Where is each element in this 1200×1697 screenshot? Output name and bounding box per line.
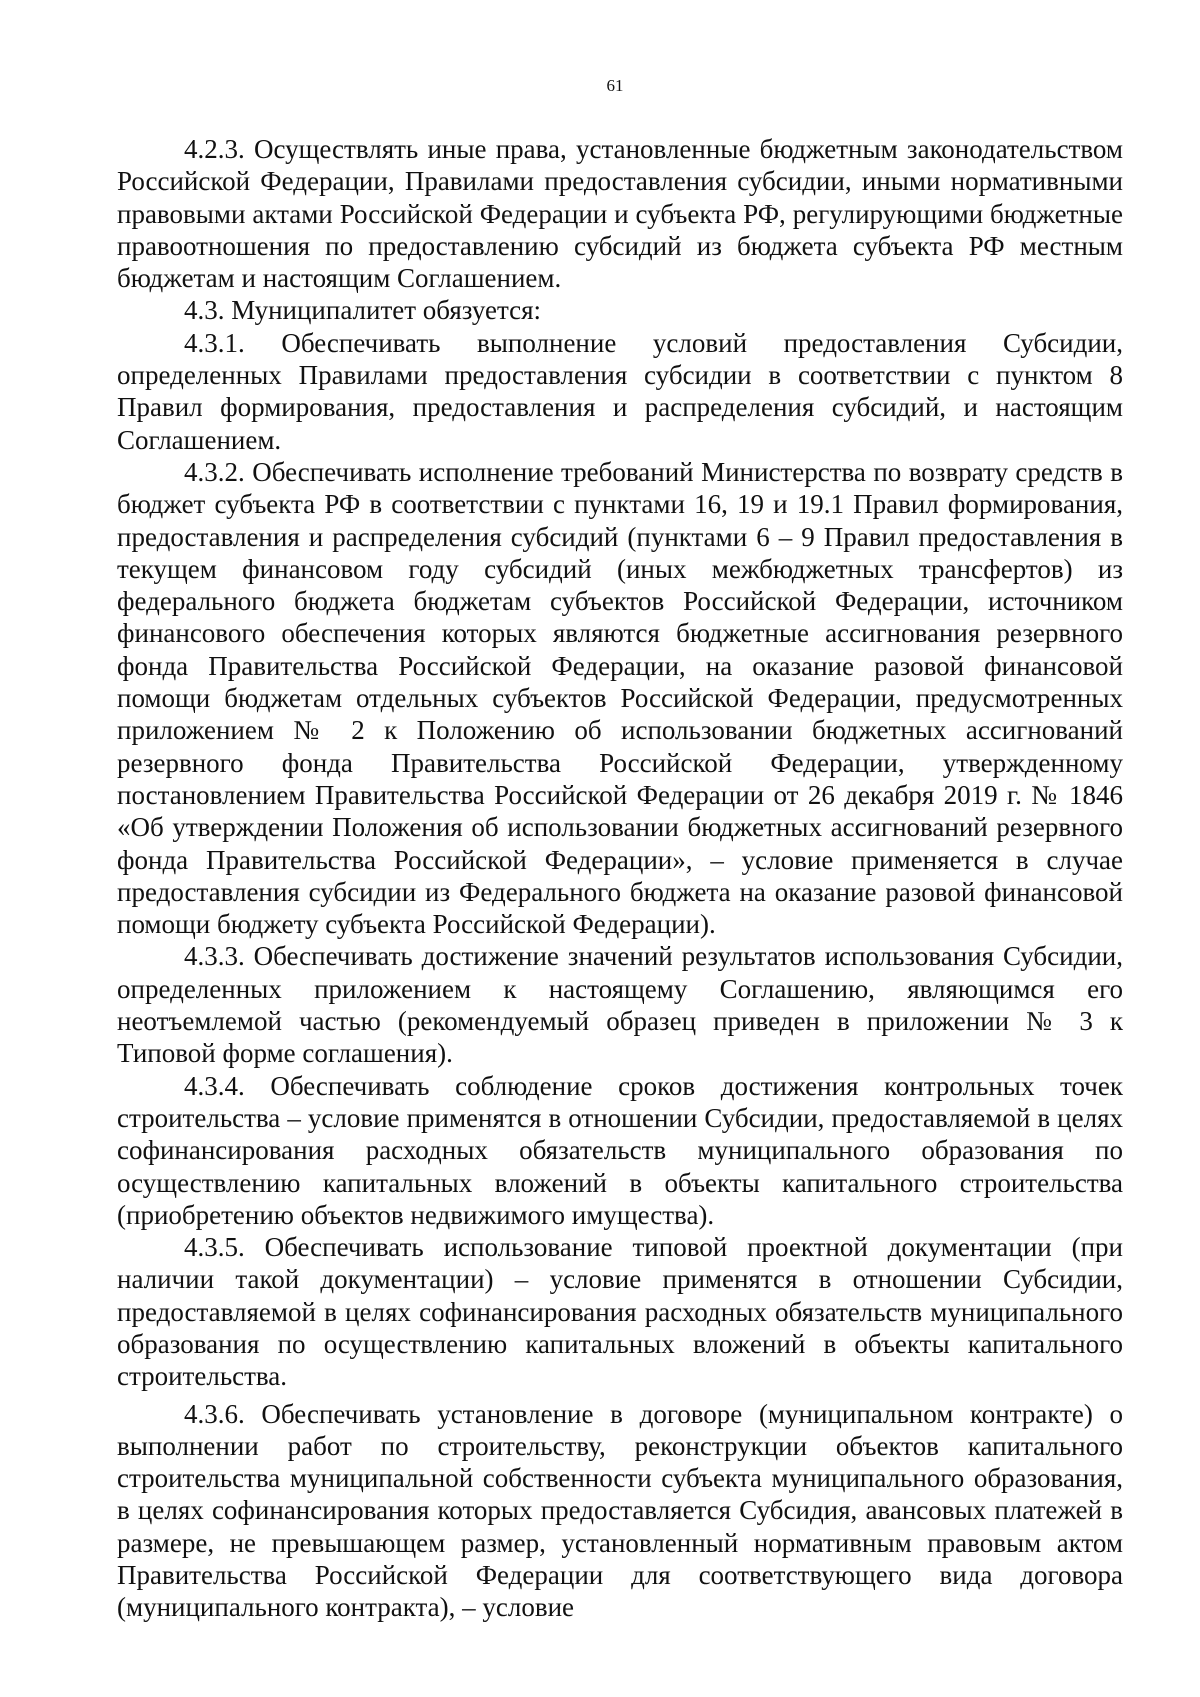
paragraph-4-3-3: 4.3.3. Обеспечивать достижение значений результатов использования Субсидии, определенных приложением к настоящему Соглашению, являющимся его неотъемлемой частью (рекомендуемый образец приведен в приложении № 3 к Типовой форме соглашения). (117, 941, 1123, 1069)
paragraph-4-2-3: 4.2.3. Осуществлять иные права, установленные бюджетным законодательством Российской Федерации, Правилами предоставления субсидии, иными нормативными правовыми актами Российской Федерации и субъекта РФ, регулирующими бюджетные правоотношения по предоставлению субсидий из бюджета субъекта РФ местным бюджетам и настоящим Соглашением. (117, 134, 1123, 294)
paragraph-4-3-1: 4.3.1. Обеспечивать выполнение условий предоставления Субсидии, определенных Правилами предоставления субсидии в соответствии с пунктом 8 Правил формирования, предоставления и распределения субсидий, и настоящим Соглашением. (117, 327, 1123, 455)
paragraph-4-3-4: 4.3.4. Обеспечивать соблюдение сроков достижения контрольных точек строительства – условие применятся в отношении Субсидии, предоставляемой в целях софинансирования расходных обязательств муниципального образования по осуществлению капитальных вложений в объекты капитального строительства (приобретению объектов недвижимого имущества). (117, 1070, 1123, 1230)
paragraph-4-3: 4.3. Муниципалитет обязуется: (184, 295, 542, 326)
paragraph-4-3-6: 4.3.6. Обеспечивать установление в договоре (муниципальном контракте) о выполнении работ по строительству, реконструкции объектов капитального строительства муниципальной собственности субъекта муниципального образования, в целях софинансирования которых предоставляется Субсидия, авансовых платежей в размере, не превышающем размер, установленный нормативным правовым актом Правительства Российской Федерации для соответствующего вида договора (муниципального контракта), – условие (117, 1398, 1123, 1623)
paragraph-4-3-5: 4.3.5. Обеспечивать использование типовой проектной документации (при наличии такой документации) – условие применятся в отношении Субсидии, предоставляемой в целях софинансирования расходных обязательств муниципального образования по осуществлению капитальных вложений в объекты капитального строительства. (117, 1232, 1123, 1392)
paragraph-4-3-2: 4.3.2. Обеспечивать исполнение требований Министерства по возврату средств в бюджет субъекта РФ в соответствии с пунктами 16, 19 и 19.1 Правил формирования, предоставления и распределения субсидий (пунктами 6 – 9 Правил предоставления в текущем финансовом году субсидий (иных межбюджетных трансфертов) из федерального бюджета бюджетам субъектов Российской Федерации, источником финансового обеспечения которых являются бюджетные ассигнования резервного фонда Правительства Российской Федерации, на оказание разовой финансовой помощи бюджетам отдельных субъектов Российской Федерации, предусмотренных приложением № 2 к Положению об использовании бюджетных ассигнований резервного фонда Правительства Российской Федерации, утвержденному постановлением Правительства Российской Федерации от 26 декабря 2019 г. № 1846 «Об утверждении Положения об использовании бюджетных ассигнований резервного фонда Правительства Российской Федерации», – условие применяется в случае предоставления субсидии из Федерального бюджета на оказание разовой финансовой помощи бюджету субъекта Российской Федерации). (117, 456, 1123, 940)
document-body (117, 133, 1123, 1624)
page-number: 61 (606, 76, 624, 95)
